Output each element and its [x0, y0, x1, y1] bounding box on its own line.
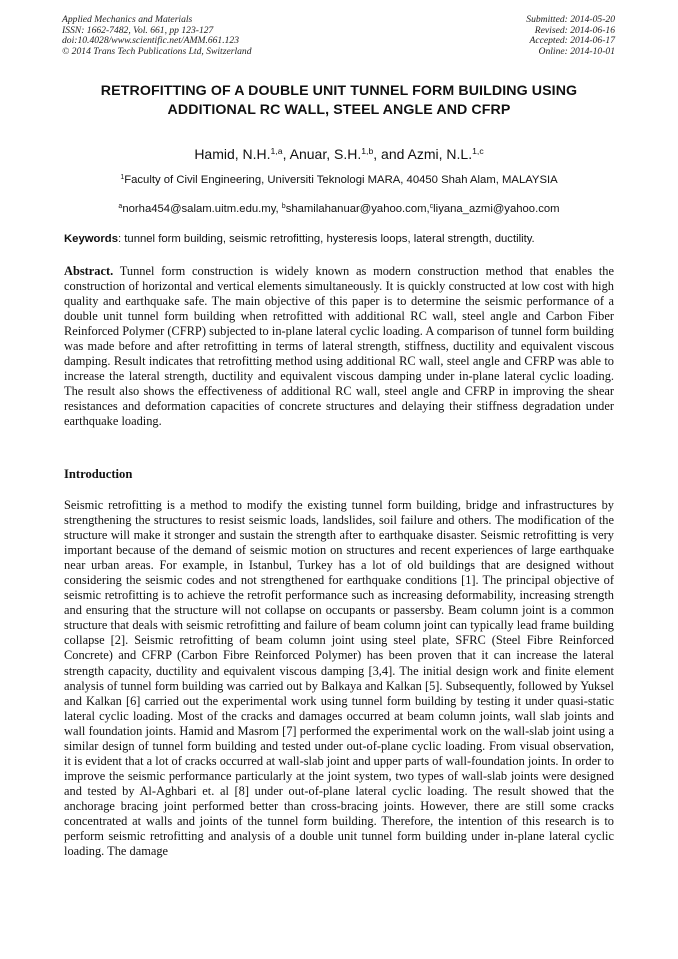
affiliation-text: Faculty of Civil Engineering, Universiti Teknologi MARA, 40450 Shah Alam, MALAYSIA [124, 174, 558, 186]
email-c[interactable]: liyana_azmi@yahoo.com [433, 203, 560, 215]
introduction-heading: Introduction [64, 467, 133, 481]
accepted-date: Accepted: 2014-06-17 [529, 35, 615, 47]
submitted-date: Submitted: 2014-05-20 [526, 14, 615, 25]
keywords-text: : tunnel form building, seismic retrofitting, hysteresis loops, lateral strength, ductility. [118, 233, 535, 245]
email-a[interactable]: norha454@salam.uitm.edu.my, [122, 203, 282, 215]
journal-name: Applied Mechanics and Materials [62, 14, 193, 25]
abstract [64, 264, 614, 430]
affiliation-marker: 1 [120, 174, 125, 182]
journal-header-right [526, 15, 615, 57]
copyright: © 2014 Trans Tech Publications Ltd, Switzerland [62, 45, 252, 57]
revised-date: Revised: 2014-06-16 [534, 24, 615, 36]
introduction-text: Seismic retrofitting is a method to modify the existing tunnel form building, bridge and infrastructures by strengthening the structures to resist seismic loads, landslides, soil failure and others. The modification of the structure will make it stronger and sustain the strength after to earthquake disaster. Seismic retrofitting is very important because of the demand of seismic motion on structures and recent experiences of large earthquake near urban areas. For example, in Istanbul, Turkey has a lot of old buildings that are designed without considering the seismic codes and not strengthened for earthquake conditions [1]. The principal objective of seismic retrofitting is to achieve the retrofit performance such as increasing deformability, increasing strength and ensuring that the structure will not collapse on occupants or passersby. Beam column joint is a common structure that deals with seismic retrofitting and failure of beam column joint can typically lead frame building collapse [2]. Seismic retrofitting of beam column joint using steel plate, SFRC (Steel Fibre Reinforced Concrete) and CFRP (Carbon Fibre Reinforced Polymer) has been proven that it can increase the lateral strength capacity, ductility and equivalent viscous damping [3,4]. The initial design work and finite element analysis of tunnel form building was carried out by Balkaya and Kalkan [5]. Subsequently, followed by Yuksel and Kalkan [6] carried out the experimental work using tunnel form building by testing it under quasi-static lateral cyclic loading. Most of the cracks and damages occurred at beam column joints, wall slab joints and wall foundation joints. Hamid and Masrom [7] performed the experimental work on the wall-slab joint using a similar design of tunnel form building and tested under out-of-plane cyclic loading. From visual observation, it is evident that a lot of cracks occurred at wall-slab joint and upper parts of wall-foundation joints. In order to improve the seismic performance particularly at the joint system, two types of wall-slab joints were designed and tested by Al-Aghbari et. al [8] under out-of-plane lateral cyclic loading. The result showed that the anchorage bracing joint performed better than cross-bracing joints. However, there are still some cracks concentrated at walls and joints of the tunnel form building. Therefore, the intention of this research is to perform seismic retrofitting and analysis of a double unit tunnel form building under in-plane lateral cyclic loading. The damage [64, 498, 614, 859]
author-3-affil: 1,c [472, 146, 484, 157]
email-b-marker: b [281, 203, 286, 211]
affiliation [40, 174, 638, 186]
author-2-affil: 1,b [361, 146, 374, 157]
paper-title [40, 82, 638, 120]
email-list [40, 203, 638, 215]
author-2: , Anuar, S.H. [282, 146, 362, 162]
online-date: Online: 2014-10-01 [538, 45, 615, 57]
author-3: , and Azmi, N.L. [373, 146, 473, 162]
keywords [64, 233, 624, 245]
author-list [40, 146, 638, 162]
title-line-1: RETROFITTING OF A DOUBLE UNIT TUNNEL FORM BUILDING USING [100, 83, 578, 99]
journal-header-left [62, 15, 252, 57]
email-b[interactable]: shamilahanuar@yahoo.com, [285, 203, 430, 215]
email-c-marker: c [429, 203, 434, 211]
abstract-text: Tunnel form construction is widely known as modern construction method that enables the construction of horizontal and vertical elements simultaneously. It is quickly constructed at low cost with high quality and earthquake safe. The main objective of this paper is to determine the seismic performance of a double unit tunnel form building when retrofitted with additional RC wall, steel angle and Carbon Fiber Reinforced Polymer (CFRP) subjected to in-plane lateral cyclic loading. A comparison of tunnel form building was made before and after retrofitting in terms of lateral strength, stiffness, ductility and equivalent viscous damping. Result indicates that retrofitting method using additional RC wall, steel angle and CFRP was able to increase the lateral strength, ductility and equivalent viscous damping under in-plane lateral cyclic loading. The result also shows the effectiveness of additional RC wall, steel angle and CFRP in improving the shear resistances and deformation capacities of concrete structures and delaying their stiffness degradation under earthquake loading. [64, 264, 614, 429]
doi: doi:10.4028/www.scientific.net/AMM.661.123 [62, 35, 240, 47]
issn: ISSN: 1662-7482, Vol. 661, pp 123-127 [62, 24, 214, 36]
keywords-label: Keywords [64, 233, 118, 245]
email-a-marker: a [118, 203, 123, 211]
author-1: Hamid, N.H. [194, 146, 271, 162]
title-line-2: ADDITIONAL RC WALL, STEEL ANGLE AND CFRP [167, 102, 511, 118]
author-1-affil: 1,a [270, 146, 283, 157]
abstract-label: Abstract. [64, 264, 114, 278]
